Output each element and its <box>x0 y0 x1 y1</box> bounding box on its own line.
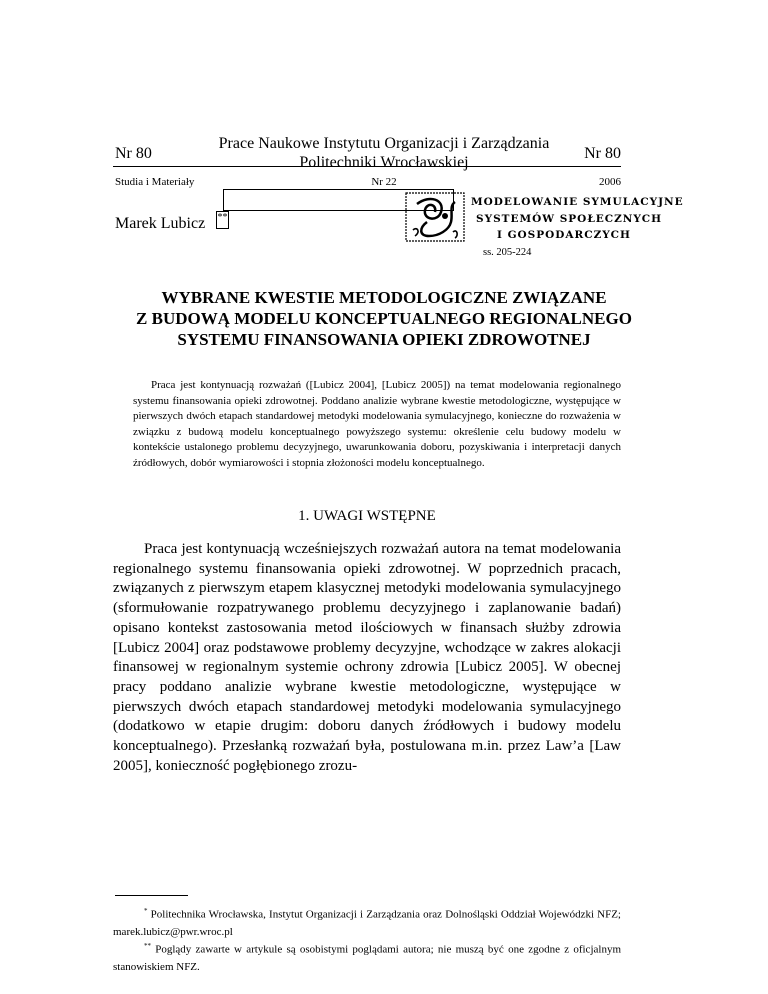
page-range: ss. 205-224 <box>483 247 532 258</box>
header-rule <box>113 166 621 167</box>
series-logo-line3: I GOSPODARCZYCH <box>497 229 631 241</box>
article-title-line2: Z BUDOWĄ MODELU KONCEPTUALNEGO REGIONALNEGO <box>136 309 632 328</box>
header-institute-line1: Prace Naukowe Instytutu Organizacji i Zarządzania <box>218 135 550 152</box>
author-footnote-mark: ** <box>216 211 229 229</box>
publication-year: 2006 <box>599 176 621 188</box>
article-title-line3: SYSTEMU FINANSOWANIA OPIEKI ZDROWOTNEJ <box>177 330 591 349</box>
footnote-2-mark: ** <box>144 942 151 950</box>
series-logo-line1: MODELOWANIE SYMULACYJNE <box>471 196 684 208</box>
section-heading: 1. UWAGI WSTĘPNE <box>298 508 436 524</box>
abstract: Praca jest kontynuacją rozważań ([Lubicz 2004], [Lubicz 2005]) na temat modelowania regionalnego systemu finansowania opieki zdrowotnej. Poddano analizie wybrane kwestie metodologiczne, występujące w pierwszych dwóch etapach standardowej metodyki modelowania symulacyjnego, konieczne do rozważenia w związku z budową modelu konceptualnego powyższego systemu: określenie celu budowy modelu w kontekście ustalonego problemu decyzyjnego, uwarunkowania doboru, pozyskiwania i interpretacji danych źródłowych, dobór wymiarowości i stopnia złożoności modelu konceptualnego. <box>133 379 621 469</box>
series-name: Studia i Materiały <box>115 176 195 188</box>
series-number: Nr 22 <box>371 176 397 188</box>
footnote-rule <box>115 895 188 896</box>
header-issue-number-right: Nr 80 <box>584 145 621 162</box>
header-issue-number-left: Nr 80 <box>115 145 152 162</box>
series-logo-line2: SYSTEMÓW SPOŁECZNYCH <box>476 213 662 225</box>
series-logo-icon <box>405 192 465 242</box>
article-title <box>100 287 668 350</box>
footnote-2-text: Poglądy zawarte w artykule są osobistymi poglądami autora; nie muszą być one zgodne z oficjalnym stanowiskiem NFZ. <box>113 943 621 974</box>
footnote-2 <box>113 938 621 977</box>
article-title-line1: WYBRANE KWESTIE METODOLOGICZNE ZWIĄZANE <box>161 288 607 307</box>
author-name: Marek Lubicz <box>115 215 206 232</box>
footnote-1 <box>113 903 621 942</box>
footnote-1-text: Politechnika Wrocławska, Instytut Organizacji i Zarządzania oraz Dolnośląski Oddział Wojewódzki NFZ; marek.lubicz@pwr.wroc.pl <box>113 908 621 939</box>
body-paragraph: Praca jest kontynuacją wcześniejszych rozważań autora na temat modelowania regionalnego systemu finansowania opieki zdrowotnej. W poprzednich pracach, związanych z pierwszym etapem klasycznej metodyki modelowania symulacyjnego (sformułowanie rozpatrywanego problemu decyzyjnego i zaplanowanie badań) opisano kontekst zastosowania metod ilościowych w finansach służby zdrowia [Lubicz 2004] oraz podstawowe problemy decyzyjne, wchodzące w zakres alokacji finansowej w regionalnym systemie ochrony zdrowia [Lubicz 2005]. W obecnej pracy poddano analizie wybrane kwestie metodologiczne, występujące w pierwszych dwóch etapach standardowej metodyki modelowania symulacyjnego (dodatkowo w etapie drugim: doboru danych źródłowych i budowy modelu konceptualnego). Przesłanką rozważań była, postulowana m.in. przez Law’a [Law 2005], konieczność pogłębionego zrozu- <box>113 541 621 774</box>
footnote-1-mark: * <box>144 907 148 915</box>
header-institute-line2: Politechniki Wrocławskiej <box>299 154 469 171</box>
